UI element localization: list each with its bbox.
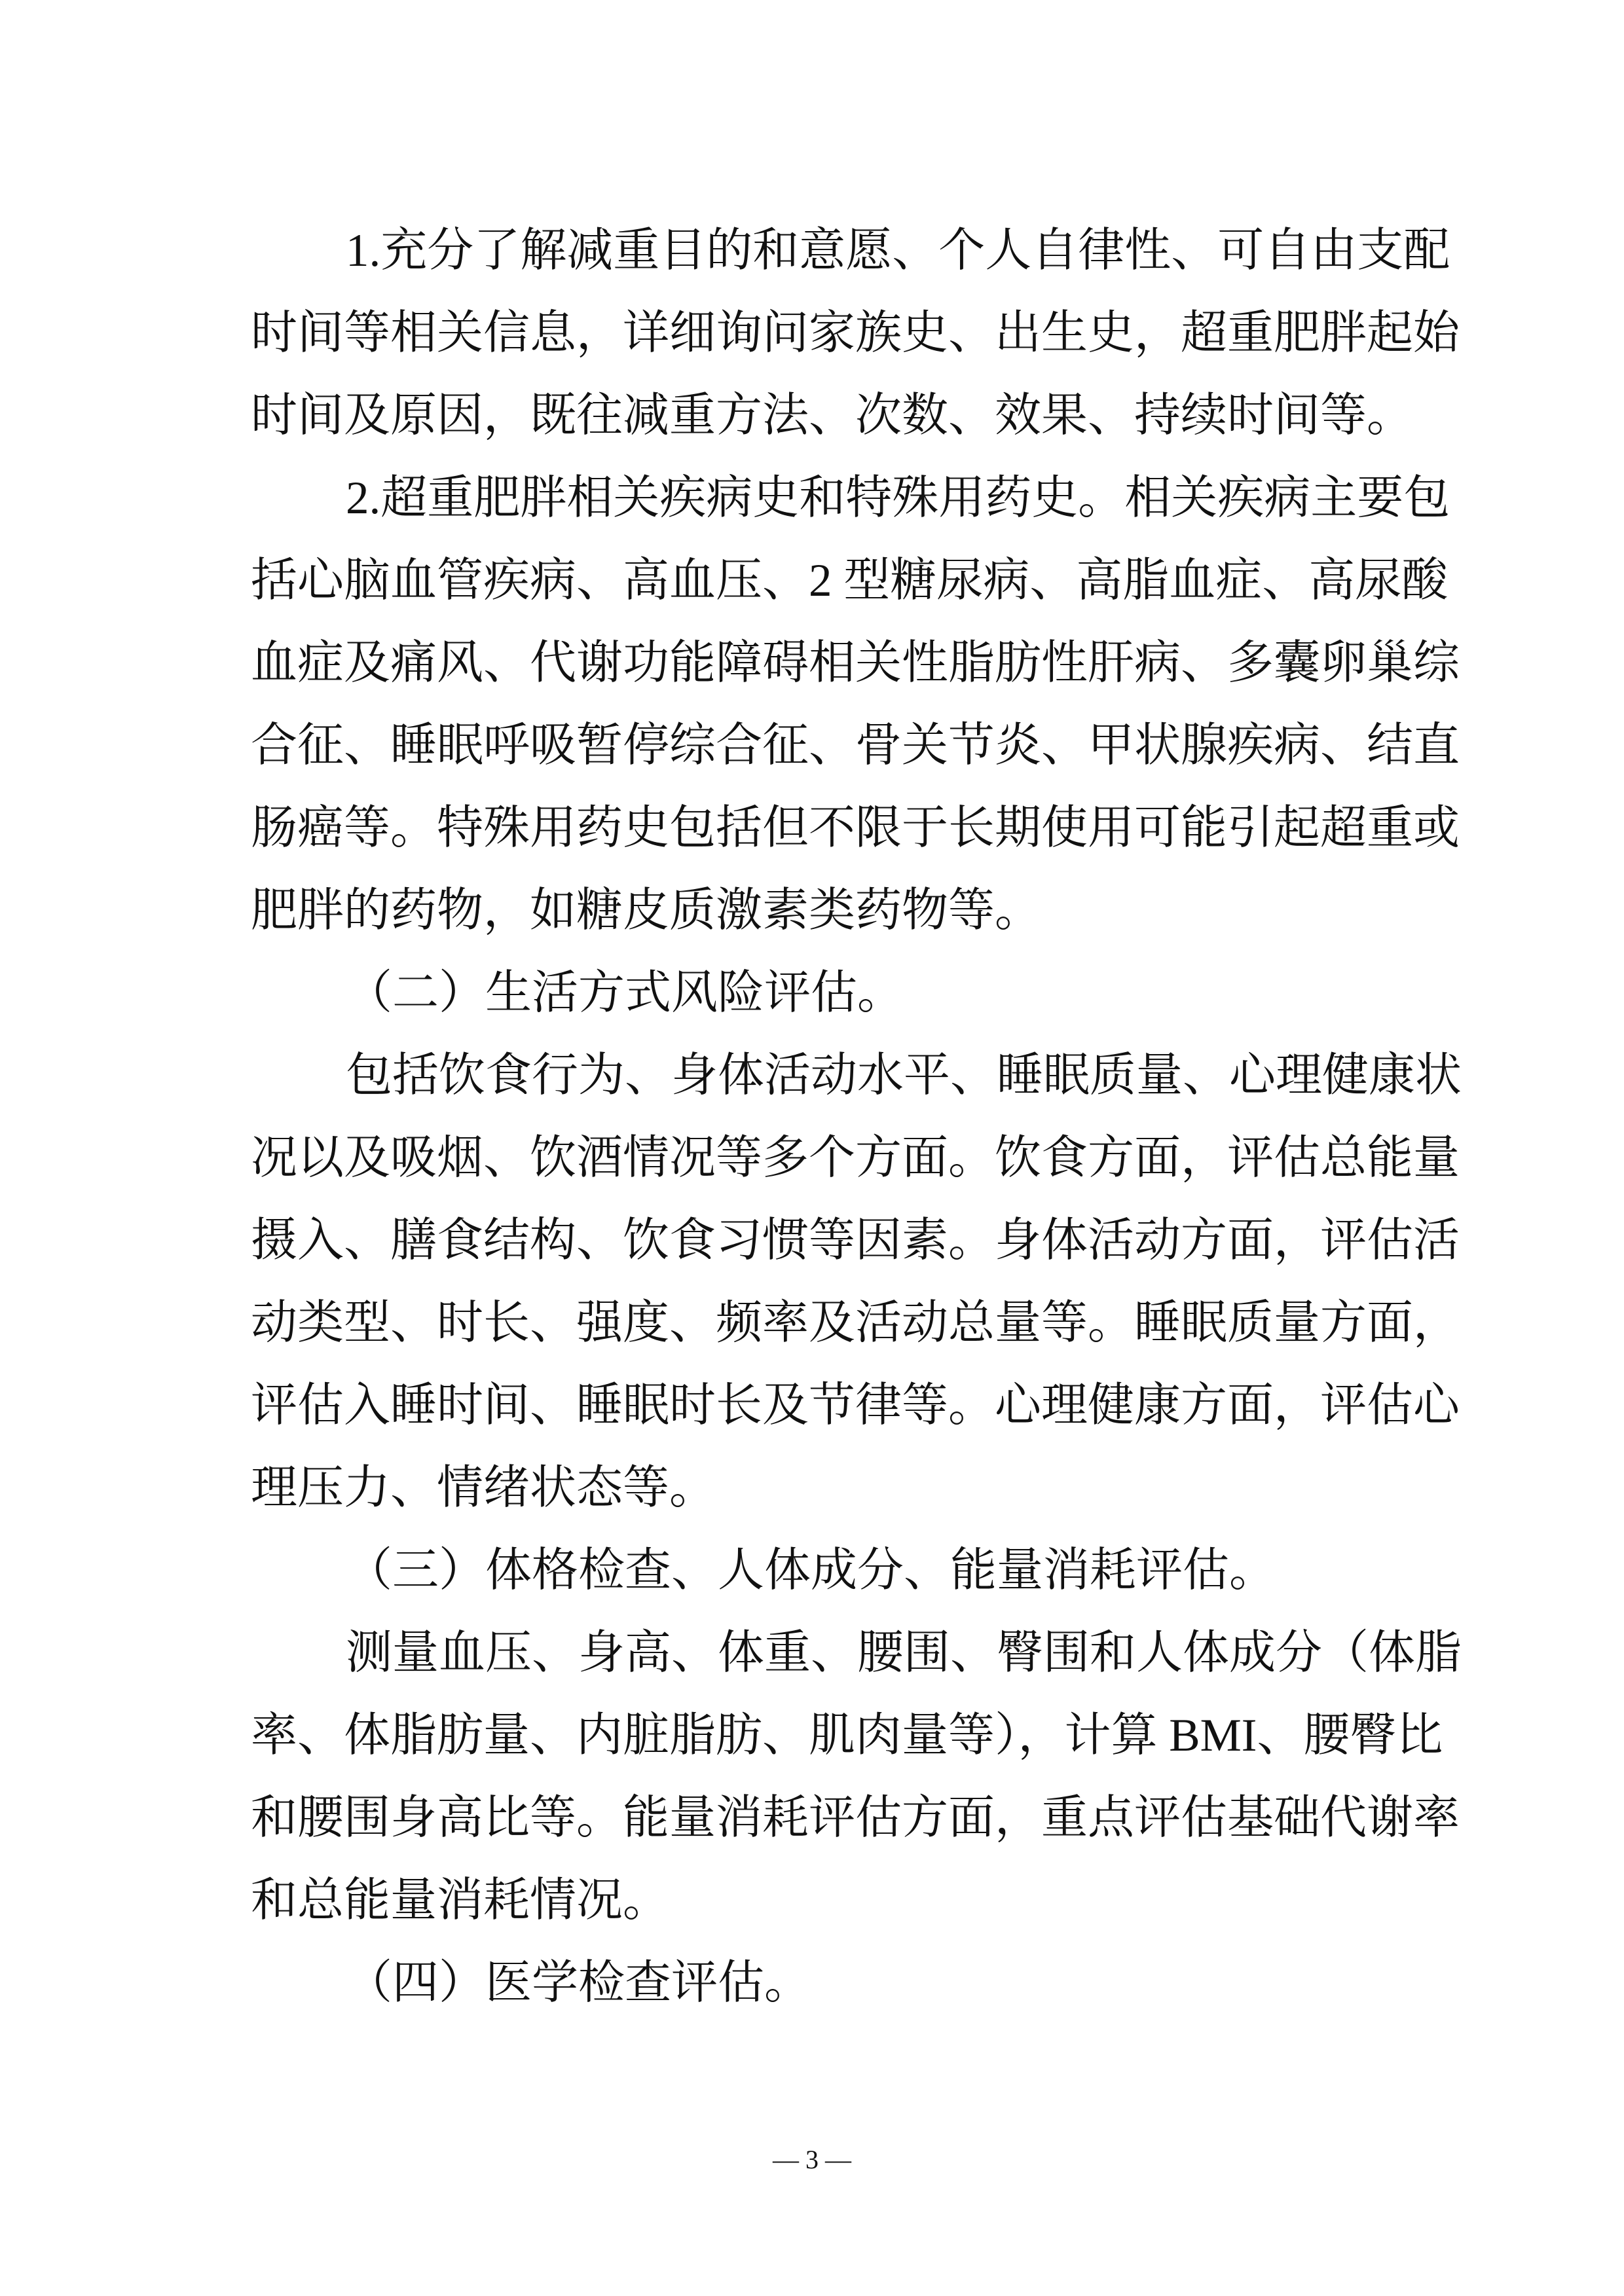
paragraph-4-line: 率、体脂肪量、内脏脂肪、肌肉量等），计算 BMI、腰臀比 xyxy=(251,1710,1443,1761)
section-heading-2: （二）生活方式风险评估。 xyxy=(346,968,904,1019)
paragraph-4-line: 和总能量消耗情况。 xyxy=(251,1875,670,1926)
page-number: — 3 — xyxy=(773,2145,851,2174)
paragraph-3-line: 包括饮食行为、身体活动水平、睡眠质量、心理健康状 xyxy=(346,1050,1462,1101)
paragraph-4-line: 和腰围身高比等。能量消耗评估方面，重点评估基础代谢率 xyxy=(251,1793,1460,1844)
paragraph-2-line: 合征、睡眠呼吸暂停综合征、骨关节炎、甲状腺疾病、结直 xyxy=(251,720,1460,771)
paragraph-2-line: 血症及痛风、代谢功能障碍相关性脂肪性肝病、多囊卵巢综 xyxy=(251,638,1460,689)
paragraph-1-line: 时间及原因，既往减重方法、次数、效果、持续时间等。 xyxy=(251,390,1414,441)
section-heading-4: （四）医学检查评估。 xyxy=(346,1958,811,2009)
paragraph-3-line: 评估入睡时间、睡眠时长及节律等。心理健康方面，评估心 xyxy=(251,1380,1460,1431)
paragraph-3-line: 摄入、膳食结构、饮食习惯等因素。身体活动方面，评估活 xyxy=(251,1215,1460,1266)
paragraph-2-line: 括心脑血管疾病、高血压、2 型糖尿病、高脂血症、高尿酸 xyxy=(251,555,1449,606)
paragraph-1-line: 1.充分了解减重目的和意愿、个人自律性、可自由支配 xyxy=(346,225,1450,276)
paragraph-2-line: 2.超重肥胖相关疾病史和特殊用药史。相关疾病主要包 xyxy=(346,473,1450,524)
paragraph-4-line: 测量血压、身高、体重、腰围、臀围和人体成分（体脂 xyxy=(346,1628,1462,1679)
paragraph-3-line: 动类型、时长、强度、频率及活动总量等。睡眠质量方面， xyxy=(251,1298,1460,1349)
paragraph-3-line: 理压力、情绪状态等。 xyxy=(251,1463,716,1514)
paragraph-2-line: 肠癌等。特殊用药史包括但不限于长期使用可能引起超重或 xyxy=(251,803,1460,854)
section-heading-3: （三）体格检查、人体成分、能量消耗评估。 xyxy=(346,1545,1276,1596)
paragraph-1-line: 时间等相关信息，详细询问家族史、出生史，超重肥胖起始 xyxy=(251,308,1460,359)
paragraph-3-line: 况以及吸烟、饮酒情况等多个方面。饮食方面，评估总能量 xyxy=(251,1133,1460,1184)
paragraph-2-line: 肥胖的药物，如糖皮质激素类药物等。 xyxy=(251,885,1042,936)
